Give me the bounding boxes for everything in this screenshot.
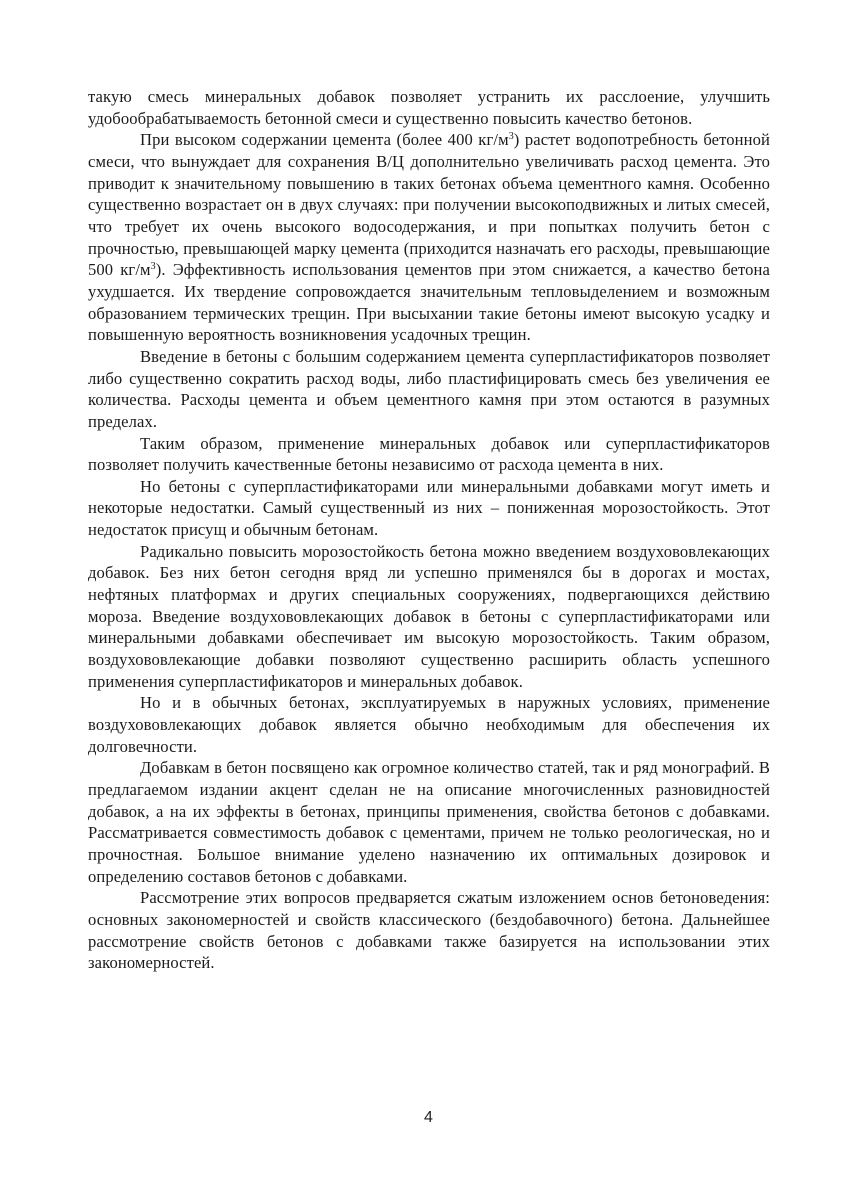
superscript: 3 <box>508 131 514 143</box>
paragraph <box>88 757 770 887</box>
page-body <box>88 86 770 974</box>
paragraph-text: Рассмотрение этих вопросов предваряется сжатым изложением основ бетоноведения: основных закономерностей и свойств классического (бездобавочного) бетона. Дальнейшее рассмотрение свойств бетонов с добавками также базируется на использовании этих закономерностей. <box>88 888 770 973</box>
paragraph <box>88 346 770 433</box>
superscript: 3 <box>150 261 156 273</box>
paragraph <box>88 541 770 693</box>
paragraph <box>88 129 770 346</box>
paragraph <box>88 887 770 974</box>
paragraph-text: ). Эффективность использования цементов при этом снижается, а качество бетона ухудшается. Их твердение сопровождается значительным тепловыделением и возможным образованием термических трещин. При высыхании такие бетоны имеют высокую усадку и повышенную вероятность возникновения усадочных трещин. <box>88 260 770 345</box>
paragraph-text: Но и в обычных бетонах, эксплуатируемых в наружных условиях, применение воздухововлекающих добавок является обычно необходимым для обеспечения их долговечности. <box>88 693 770 756</box>
paragraph-text: Радикально повысить морозостойкость бетона можно введением воздухововлекающих добавок. Без них бетон сегодня вряд ли успешно применялся бы в дорогах и мостах, нефтяных платформах и других специальных сооружениях, подвергающихся действию мороза. Введение воздухововлекающих добавок в бетоны с суперпластификаторами или минеральными добавками обеспечивает им высокую морозостойкость. Таким образом, воздухововлекающие добавки позволяют существенно расширить область успешного применения суперпластификаторов и минеральных добавок. <box>88 541 770 691</box>
paragraph <box>88 433 770 476</box>
paragraph-text: Добавкам в бетон посвящено как огромное количество статей, так и ряд монографий. В предлагаемом издании акцент сделан не на описание многочисленных разновидностей добавок, а на их эффекты в бетонах, принципы применения, свойства бетонов с добавками. Рассматривается совместимость добавок с цементами, причем не только реологическая, но и прочностная. Большое внимание уделено назначению их оптимальных дозировок и определению составов бетонов с добавками. <box>88 758 770 886</box>
paragraph-text: ) растет водопотребность бетонной смеси, что вынуждает для сохранения В/Ц дополнительно увеличивать расход цемента. Это приводит к значительному повышению в таких бетонах объема цементного камня. Особенно существенно возрастает он в двух случаях: при получении высокоподвижных и литых смесей, что требует их очень высокого водосодержания, и при попытках получить бетон с прочностью, превышающей марку цемента (приходится назначать его расходы, превышающие 500 кг/м <box>88 130 770 280</box>
paragraph-text: Но бетоны с суперпластификаторами или минеральными добавками могут иметь и некоторые недостатки. Самый существенный из них – пониженная морозостойкость. Этот недостаток присущ и обычным бетонам. <box>88 476 770 540</box>
paragraph-text: Таким образом, применение минеральных добавок или суперпластификаторов позволяет получить качественные бетоны независимо от расхода цемента в них. <box>88 433 770 475</box>
paragraph-text: такую смесь минеральных добавок позволяет устранить их расслоение, улучшить удобообрабатываемость бетонной смеси и существенно повысить качество бетонов. <box>88 87 770 128</box>
paragraph-text: Введение в бетоны с большим содержанием цемента суперпластификаторов позволяет либо существенно сократить расход воды, либо пластифицировать смесь без увеличения ее количества. Расходы цемента и объем цементного камня при этом остаются в разумных пределах. <box>88 346 770 431</box>
page-number: 4 <box>424 1109 433 1126</box>
paragraph <box>88 692 770 757</box>
paragraph-text: При высоком содержании цемента (более 400 кг/м <box>140 130 509 150</box>
paragraph <box>88 476 770 541</box>
paragraph <box>88 86 770 129</box>
